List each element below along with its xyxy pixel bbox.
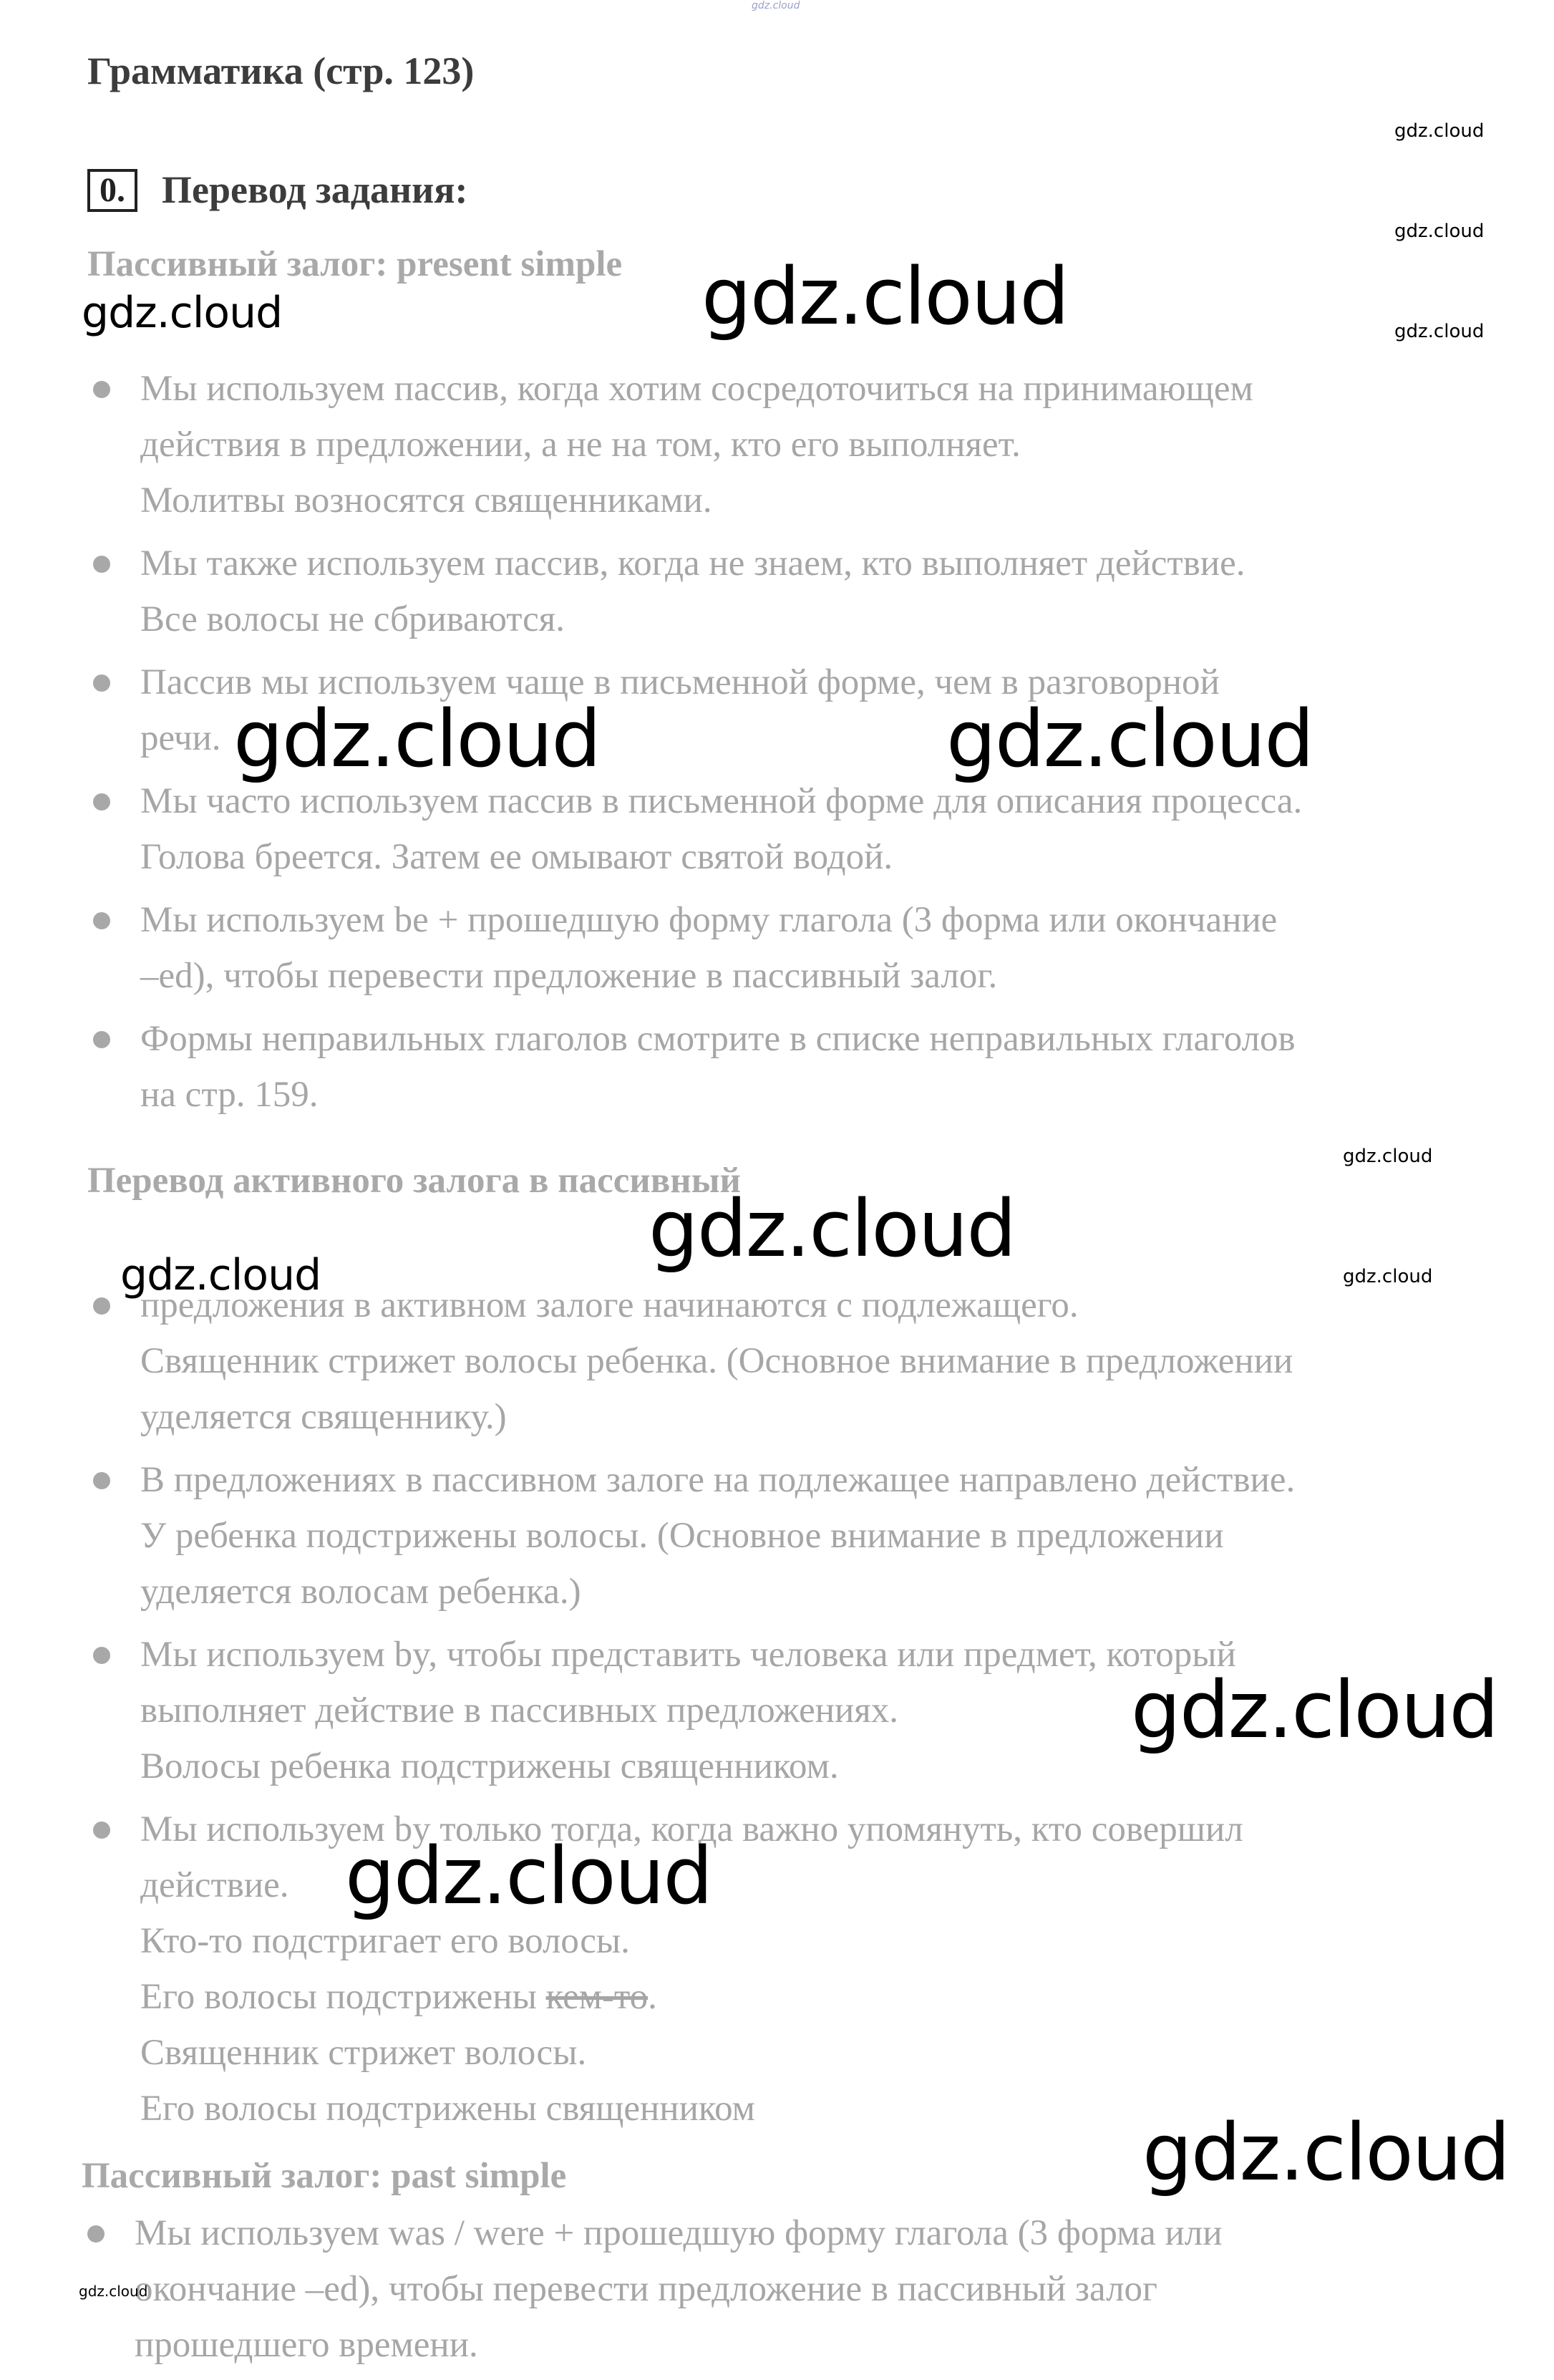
item-line: Волосы ребенка подстрижены священником.: [140, 1746, 839, 1786]
list-item: [87, 361, 1483, 528]
item-line: Все волосы не сбриваются.: [140, 599, 565, 639]
watermark-small: gdz.cloud: [1343, 1266, 1433, 1287]
item-line-strike: [140, 1969, 1483, 2025]
bullet-icon: [93, 1297, 110, 1315]
list-item: [87, 892, 1483, 1004]
item-line: выполняет действие в пассивных предложениях.: [140, 1690, 898, 1731]
item-line: предложения в активном залоге начинаются с подлежащего.: [140, 1285, 1079, 1325]
item-line: Голова бреется. Затем ее омывают святой водой.: [140, 837, 893, 877]
item-line: Мы используем was / were + прошедшую форму глагола (3 форма или: [135, 2213, 1223, 2253]
watermark-small: gdz.cloud: [1394, 321, 1485, 342]
section-heading-past-simple: Пассивный залог: past simple: [82, 2156, 567, 2196]
item-line: В предложениях в пассивном залоге на подлежащее направлено действие.: [140, 1460, 1296, 1500]
item-line: –ed), чтобы перевести предложение в пассивный залог.: [140, 956, 998, 996]
bullet-icon: [87, 2225, 105, 2243]
item-line: Кто-то подстригает его волосы.: [140, 1921, 630, 1961]
section-heading-active-to-passive: Перевод активного залога в пассивный: [87, 1161, 741, 1201]
watermark-large: gdz.cloud: [1142, 2106, 1510, 2198]
watermark-small: gdz.cloud: [1394, 120, 1485, 142]
item-line: прошедшего времени.: [135, 2325, 478, 2365]
page-title: Грамматика (стр. 123): [87, 49, 475, 92]
watermark-top: gdz.cloud: [752, 0, 800, 11]
item-line: окончание –ed), чтобы перевести предложение в пассивный залог: [135, 2269, 1157, 2309]
list-item: [87, 1452, 1483, 1620]
watermark-large: gdz.cloud: [701, 251, 1069, 342]
item-line: Его волосы подстрижены священником: [140, 2089, 755, 2129]
section-heading-present-simple: Пассивный залог: present simple: [87, 244, 623, 284]
item-line: действие.: [140, 1865, 289, 1905]
item-line: Мы используем пассив, когда хотим сосредоточиться на принимающем: [140, 369, 1253, 409]
section3-list: [82, 2205, 1477, 2380]
bullet-icon: [93, 1472, 110, 1489]
list-item: [87, 773, 1483, 885]
bullet-icon: [93, 381, 110, 398]
item-line: на стр. 159.: [140, 1075, 319, 1115]
bullet-icon: [93, 674, 110, 692]
list-item: [87, 1801, 1483, 2137]
item-line: Формы неправильных глаголов смотрите в списке неправильных глаголов: [140, 1019, 1296, 1059]
list-item: [87, 1277, 1483, 1445]
watermark-medium: gdz.cloud: [120, 1250, 321, 1300]
item-line: У ребенка подстрижены волосы. (Основное внимание в предложении: [140, 1516, 1224, 1556]
watermark-large: gdz.cloud: [649, 1183, 1016, 1274]
bullet-icon: [93, 1647, 110, 1664]
list-item: [87, 536, 1483, 647]
item-line: Священник стрижет волосы.: [140, 2033, 587, 2073]
item-line: Молитвы возносятся священниками.: [140, 480, 712, 521]
watermark-large: gdz.cloud: [233, 693, 601, 785]
item-line: Мы используем by только тогда, когда важно упомянуть, кто совершил: [140, 1809, 1243, 1849]
item-line: действия в предложении, а не на том, кто его выполняет.: [140, 425, 1021, 465]
list-item: [82, 2205, 1477, 2373]
task-label: Перевод задания:: [162, 168, 468, 211]
bullet-icon: [93, 1822, 110, 1839]
list-item: [87, 1011, 1483, 1123]
item-line: Пассив мы используем чаще в письменной форме, чем в разговорной: [140, 662, 1220, 702]
task-number: 0.: [87, 169, 137, 212]
item-line: Мы используем be + прошедшую форму глагола (3 форма или окончание: [140, 900, 1278, 940]
watermark-tiny: gdz.cloud: [79, 2283, 148, 2300]
strike-suffix: .: [648, 1977, 657, 2017]
item-line: Священник стрижет волосы ребенка. (Основное внимание в предложении: [140, 1341, 1293, 1381]
bullet-icon: [93, 793, 110, 811]
item-line: уделяется волосам ребенка.): [140, 1572, 581, 1612]
watermark-large: gdz.cloud: [345, 1830, 712, 1922]
item-line: речи.: [140, 718, 221, 758]
strike-prefix: Его волосы подстрижены: [140, 1977, 546, 2017]
bullet-icon: [93, 1031, 110, 1048]
watermark-small: gdz.cloud: [1394, 221, 1485, 242]
item-line: Мы используем by, чтобы представить человека или предмет, который: [140, 1635, 1236, 1675]
item-line: уделяется священнику.): [140, 1397, 507, 1437]
item-line: Мы часто используем пассив в письменной форме для описания процесса.: [140, 781, 1303, 821]
watermark-large: gdz.cloud: [1131, 1664, 1498, 1756]
watermark-small: gdz.cloud: [1343, 1146, 1433, 1167]
item-line: Мы также используем пассив, когда не знаем, кто выполняет действие.: [140, 543, 1245, 584]
watermark-large: gdz.cloud: [946, 693, 1313, 785]
bullet-icon: [93, 556, 110, 573]
strike-text: кем-то: [545, 1977, 649, 2017]
bullet-icon: [93, 912, 110, 929]
watermark-medium: gdz.cloud: [82, 288, 283, 338]
